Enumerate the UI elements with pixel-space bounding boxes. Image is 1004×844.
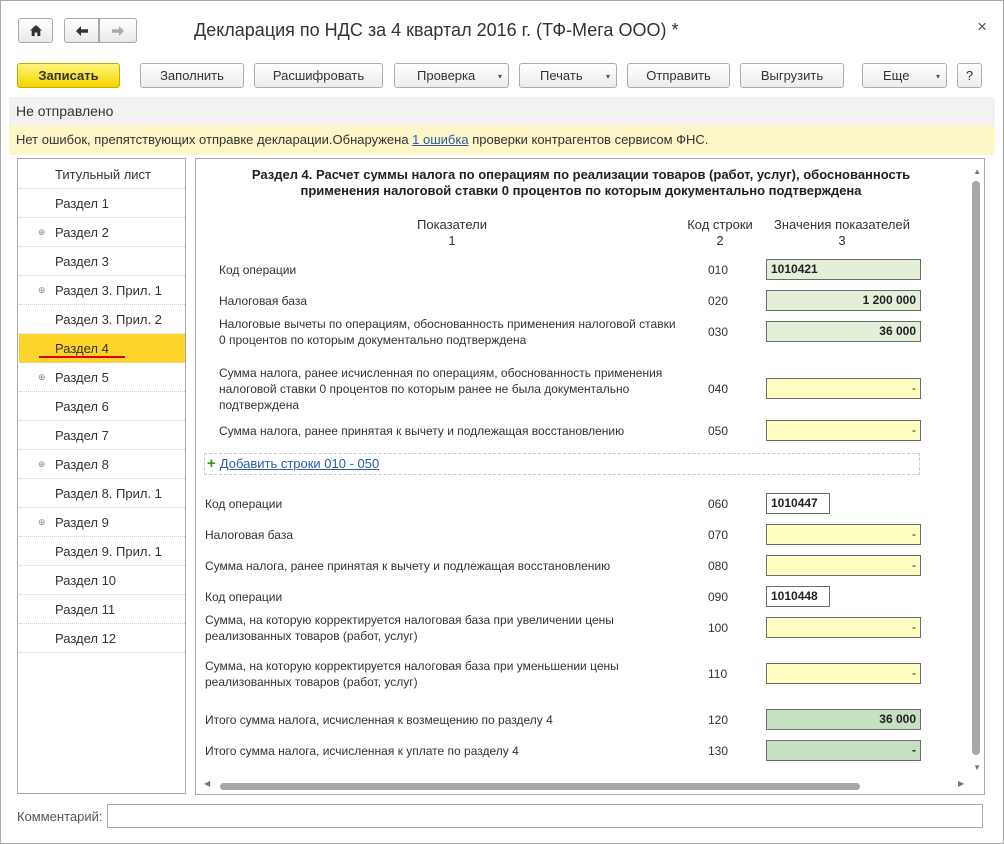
section-form	[195, 158, 985, 795]
close-icon[interactable]: ×	[977, 17, 987, 36]
expand-icon[interactable]: ⊕	[38, 285, 46, 295]
row-value-field[interactable]: -	[766, 555, 921, 576]
decode-button[interactable]	[254, 63, 383, 88]
column-header-indicators-number: 1	[448, 233, 456, 248]
row-label-line: Налоговые вычеты по операциям, обоснованность применения налоговой ставки	[219, 317, 676, 331]
decode-button-label: Расшифровать	[272, 68, 365, 83]
scroll-up-icon[interactable]: ▲	[973, 167, 981, 176]
window-title: Декларация по НДС за 4 квартал 2016 г. (ТФ-Мега ООО) *	[194, 20, 679, 40]
column-header-code-label: Код строки	[687, 217, 753, 232]
row-code: 050	[708, 424, 729, 438]
expand-icon[interactable]: ⊕	[38, 227, 46, 237]
row-code: 100	[708, 621, 729, 635]
sidebar-item[interactable]	[19, 160, 185, 189]
row-label-line: реализованных товаров (работ, услуг)	[205, 675, 418, 689]
horizontal-scrollbar[interactable]	[220, 783, 860, 790]
chevron-down-icon: ▾	[497, 72, 502, 81]
comment-input[interactable]	[107, 804, 983, 828]
save-button-label: Записать	[38, 68, 99, 83]
row-label-line: Итого сумма налога, исчисленная к возмещению по разделу 4	[205, 713, 553, 727]
sidebar-item[interactable]	[19, 595, 185, 624]
row-label	[205, 558, 610, 574]
sidebar-item-label: Раздел 9. Прил. 1	[55, 543, 162, 559]
row-code: 080	[708, 559, 729, 573]
row-label-line: Сумма налога, ранее исчисленная по операциям, обоснованность применения	[219, 366, 663, 380]
row-label-line: Налоговая база	[205, 528, 293, 542]
sidebar-item-label: Титульный лист	[55, 166, 152, 182]
help-button-label: ?	[965, 68, 974, 83]
forward-button[interactable]	[99, 18, 137, 43]
print-button[interactable]	[519, 63, 617, 88]
sidebar-item-label: Раздел 4	[55, 340, 109, 356]
sidebar-item-label: Раздел 9	[55, 514, 109, 530]
add-rows-block[interactable]	[204, 453, 920, 475]
sidebar-item[interactable]	[19, 305, 185, 334]
column-header-indicators	[392, 217, 512, 249]
row-label-line: Сумма налога, ранее принятая к вычету и подлежащая восстановлению	[219, 424, 625, 438]
row-label-line: налоговой ставки 0 процентов по которым ранее не была документально	[219, 382, 630, 396]
send-button[interactable]	[627, 63, 730, 88]
row-label-line: реализованных товаров (работ, услуг)	[205, 629, 418, 643]
section-title-line2: применения налоговой ставки 0 процентов по которым документально подтверждена	[300, 183, 862, 198]
row-value-field[interactable]: -	[766, 617, 921, 638]
sidebar-item[interactable]	[19, 421, 185, 450]
row-value-field[interactable]: -	[766, 420, 921, 441]
row-code: 040	[708, 382, 729, 396]
sidebar-item-label: Раздел 11	[55, 601, 116, 617]
row-value-field[interactable]: -	[766, 378, 921, 399]
column-header-indicators-label: Показатели	[417, 217, 487, 232]
row-label-line: Сумма, на которую корректируется налоговая база при увеличении цены	[205, 613, 614, 627]
sidebar-item-label: Раздел 1	[55, 195, 109, 211]
chevron-down-icon: ▾	[605, 72, 610, 81]
sidebar-item-label: Раздел 3. Прил. 1	[55, 282, 162, 298]
sidebar-item[interactable]	[19, 276, 185, 305]
row-value-field[interactable]: 36 000	[766, 709, 921, 730]
row-value-field[interactable]: -	[766, 740, 921, 761]
sidebar-item[interactable]	[19, 392, 185, 421]
column-header-values-label: Значения показателей	[774, 217, 910, 232]
back-button[interactable]	[64, 18, 99, 43]
section-title-line1: Раздел 4. Расчет суммы налога по операциям по реализации товаров (работ, услуг), обоснованность	[251, 167, 911, 182]
scroll-left-icon[interactable]: ◀	[204, 779, 211, 788]
more-button-label: Еще	[883, 68, 910, 83]
sidebar-item-label: Раздел 12	[55, 630, 117, 646]
sidebar-item[interactable]	[19, 566, 185, 595]
sidebar-item-label: Раздел 5	[55, 369, 109, 385]
status-bar: Не отправлено	[9, 97, 995, 125]
sidebar-item[interactable]	[19, 508, 185, 537]
row-value-field[interactable]: 1010421	[766, 259, 921, 280]
row-code: 060	[708, 497, 729, 511]
info-bar	[9, 125, 995, 155]
sidebar-item-label: Раздел 10	[55, 572, 117, 588]
row-label	[219, 423, 624, 439]
sidebar-item[interactable]	[19, 189, 185, 218]
errors-link[interactable]: 1 ошибка	[412, 132, 469, 147]
sidebar-item[interactable]	[19, 624, 185, 653]
check-button[interactable]	[394, 63, 509, 88]
check-button-label: Проверка	[417, 68, 476, 83]
row-label-line: Сумма налога, ранее принятая к вычету и подлежащая восстановлению	[205, 559, 611, 573]
print-button-label: Печать	[540, 68, 583, 83]
column-header-code-number: 2	[716, 233, 724, 248]
upload-button[interactable]	[740, 63, 844, 88]
send-button-label: Отправить	[646, 68, 711, 83]
arrow-right-icon	[111, 25, 125, 37]
row-value-field[interactable]: -	[766, 663, 921, 684]
fill-button-label: Заполнить	[160, 68, 224, 83]
row-label	[219, 365, 662, 413]
row-label	[219, 262, 296, 278]
add-rows-link[interactable]: Добавить строки 010 - 050	[219, 456, 380, 471]
row-label	[205, 496, 282, 512]
row-value-field[interactable]: 1 200 000	[766, 290, 921, 311]
sidebar-item[interactable]	[19, 479, 185, 508]
home-icon	[29, 24, 43, 37]
sidebar-item-label: Раздел 8. Прил. 1	[55, 485, 162, 501]
scroll-down-icon[interactable]: ▼	[973, 763, 981, 772]
column-header-code	[680, 217, 760, 249]
row-code: 020	[708, 294, 729, 308]
sidebar-item[interactable]	[19, 247, 185, 276]
expand-icon[interactable]: ⊕	[38, 372, 46, 382]
sidebar-item[interactable]	[19, 334, 185, 363]
chevron-down-icon: ▾	[935, 72, 940, 81]
row-code: 090	[708, 590, 729, 604]
upload-button-label: Выгрузить	[760, 68, 824, 83]
row-label	[219, 293, 307, 309]
row-label	[219, 316, 676, 348]
row-label	[205, 658, 619, 690]
sidebar-item-label: Раздел 7	[55, 427, 109, 443]
arrow-left-icon	[75, 25, 89, 37]
fill-button[interactable]	[140, 63, 244, 88]
row-value-field[interactable]: 36 000	[766, 321, 921, 342]
section-list	[17, 158, 186, 794]
row-label	[205, 743, 519, 759]
row-label-line: Код операции	[219, 263, 297, 277]
more-button[interactable]	[862, 63, 947, 88]
row-label-line: Сумма, на которую корректируется налоговая база при уменьшении цены	[205, 659, 619, 673]
row-label-line: Код операции	[205, 497, 283, 511]
row-label-line: Налоговая база	[219, 294, 307, 308]
vertical-scrollbar[interactable]	[972, 181, 980, 755]
scroll-right-icon[interactable]: ▶	[958, 779, 965, 788]
sidebar-item-label: Раздел 2	[55, 224, 109, 240]
sidebar-item[interactable]	[19, 218, 185, 247]
row-code: 120	[708, 713, 729, 727]
help-button[interactable]	[957, 63, 982, 88]
sidebar-item-label: Раздел 8	[55, 456, 109, 472]
info-text: Нет ошибок, препятствующих отправке декларации.Обнаружена	[16, 132, 413, 147]
row-label-line: Код операции	[205, 590, 283, 604]
row-label-line: подтверждена	[219, 398, 299, 412]
row-code: 030	[708, 325, 729, 339]
plus-icon: +	[207, 455, 216, 472]
sidebar-item-label: Раздел 6	[55, 398, 109, 414]
sidebar-item-label: Раздел 3	[55, 253, 109, 269]
title-bar	[1, 1, 1003, 57]
row-label	[205, 612, 614, 644]
row-value-field[interactable]: 1010447	[766, 493, 830, 514]
row-code: 010	[708, 263, 729, 277]
row-label	[205, 589, 282, 605]
row-code: 130	[708, 744, 729, 758]
home-button[interactable]	[18, 18, 53, 43]
sidebar-item[interactable]	[19, 363, 185, 392]
column-header-values	[762, 217, 922, 249]
row-label	[205, 527, 293, 543]
row-label-line: 0 процентов по которым документально подтверждена	[219, 333, 527, 347]
sidebar-item-label: Раздел 3. Прил. 2	[55, 311, 162, 327]
column-header-values-number: 3	[838, 233, 846, 248]
comment-label: Комментарий:	[17, 809, 103, 824]
toolbar	[1, 61, 1003, 91]
row-value-field[interactable]: -	[766, 524, 921, 545]
expand-icon[interactable]: ⊕	[38, 459, 46, 469]
sidebar-item[interactable]	[19, 537, 185, 566]
row-code: 110	[708, 667, 728, 681]
section-title	[196, 167, 966, 199]
row-label	[205, 712, 553, 728]
row-label-line: Итого сумма налога, исчисленная к уплате по разделу 4	[205, 744, 519, 758]
expand-icon[interactable]: ⊕	[38, 517, 46, 527]
active-underline	[39, 356, 125, 358]
info-text-tail: проверки контрагентов сервисом ФНС.	[468, 132, 709, 147]
row-value-field[interactable]: 1010448	[766, 586, 830, 607]
row-code: 070	[708, 528, 729, 542]
sidebar-item[interactable]	[19, 450, 185, 479]
save-button[interactable]	[17, 63, 120, 88]
